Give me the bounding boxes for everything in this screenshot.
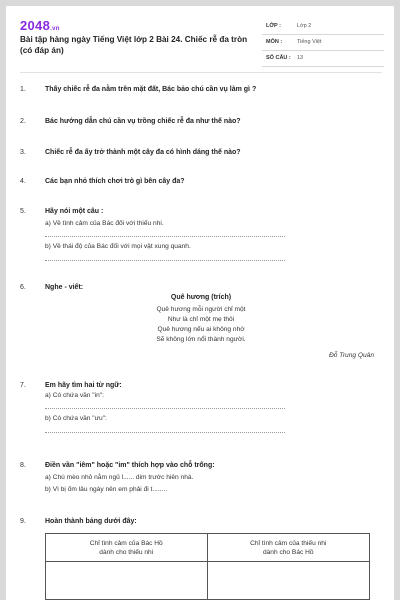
meta-key: SỐ CÂU : [266, 55, 291, 61]
meta-row-subject [262, 35, 384, 51]
question-number: 8. [20, 462, 26, 469]
answer-table [45, 533, 370, 600]
question-number: 4. [20, 178, 26, 185]
poem-line: Sẽ không lớn nổi thành người. [156, 336, 246, 343]
meta-row-class [262, 19, 384, 35]
table-answer-cell[interactable] [46, 562, 208, 600]
question-number: 5. [20, 208, 26, 215]
table-header-text [46, 539, 207, 557]
poem-line: Quê hương mỗi người chỉ một [156, 306, 246, 313]
sub-question-b: b) Về thái độ của Bác đối với mọi vật xung quanh. [45, 243, 191, 250]
question-text: Nghe - viết: [45, 284, 84, 291]
question-number: 1. [20, 86, 26, 93]
question-text: Thấy chiếc rễ đa nằm trên mặt đất, Bác bảo chú cần vụ làm gì ? [45, 86, 257, 93]
header-line: dành cho Bác Hồ [262, 549, 314, 556]
header [20, 14, 382, 68]
answer-line [45, 432, 285, 433]
table-header-cell [208, 534, 370, 561]
header-line: Chỉ tình cảm của Bác Hồ [89, 540, 163, 547]
table-header-row [46, 534, 369, 562]
sub-question-a: a) Chú mèo nhỏ nằm ngủ l...... dim trước hiên nhà. [45, 474, 194, 481]
logo-suffix: .vn [50, 26, 60, 32]
question-number: 2. [20, 118, 26, 125]
poem-line: Quê hương nếu ai không nhớ [157, 326, 245, 333]
answer-line [45, 408, 285, 409]
question-text: Các bạn nhỏ thích chơi trò gì bên cây đa? [45, 178, 185, 185]
meta-key: MÔN : [266, 39, 283, 45]
sub-question-a: a) Có chứa vần "in": [45, 392, 104, 399]
poem [20, 294, 382, 301]
question-text: Hãy nói một câu : [45, 208, 104, 215]
meta-value: Tiếng Việt [297, 39, 322, 45]
table-header-cell [46, 534, 208, 561]
site-logo[interactable] [20, 18, 60, 33]
header-divider [20, 72, 382, 73]
meta-value: 13 [297, 55, 304, 61]
table-answer-cell[interactable] [208, 562, 370, 600]
header-line: Chỉ tình cảm của thiếu nhi [250, 540, 327, 547]
sub-question-b: b) Có chứa vần "ưu": [45, 415, 107, 422]
question-5 [20, 208, 382, 268]
question-number: 6. [20, 284, 26, 291]
table-header-text [208, 539, 370, 557]
sub-question-b: b) Vì bị ốm lâu ngày nên em phải đi t........ [45, 486, 168, 493]
poem-author: Đỗ Trung Quân [329, 352, 374, 359]
document-title: Bài tập hàng ngày Tiếng Việt lớp 2 Bài 24. Chiếc rễ đa tròn (có đáp án) [20, 35, 248, 55]
meta-key: LỚP : [266, 23, 281, 29]
question-number: 3. [20, 149, 26, 156]
question-number: 7. [20, 382, 26, 389]
question-text: Chiếc rễ đa ấy trở thành một cây đa có hình dáng thế nào? [45, 149, 241, 156]
logo-text: 2048 [20, 18, 51, 33]
question-text: Hoàn thành bảng dưới đây: [45, 518, 137, 525]
meta-table [262, 19, 384, 67]
poem-title: Quê hương (trích) [170, 294, 232, 301]
question-text: Bác hướng dẫn chú cần vụ trồng chiếc rễ đa như thế nào? [45, 118, 241, 125]
question-8 [20, 462, 382, 498]
question-text: Điền vần "iêm" hoặc "im" thích hợp vào chỗ trống: [45, 462, 215, 469]
poem-lines [20, 305, 382, 345]
poem-line: Như là chỉ một mẹ thôi [167, 316, 235, 323]
worksheet-page [6, 6, 394, 600]
meta-row-count [262, 51, 384, 67]
answer-line [45, 236, 285, 237]
sub-question-a: a) Về tình cảm của Bác đối với thiếu nhi. [45, 220, 164, 227]
question-7 [20, 382, 382, 438]
question-text: Em hãy tìm hai từ ngữ: [45, 382, 122, 389]
answer-line [45, 260, 285, 261]
question-number: 9. [20, 518, 26, 525]
meta-value: Lớp 2 [297, 23, 312, 29]
header-line: dành cho thiếu nhi [99, 549, 154, 556]
